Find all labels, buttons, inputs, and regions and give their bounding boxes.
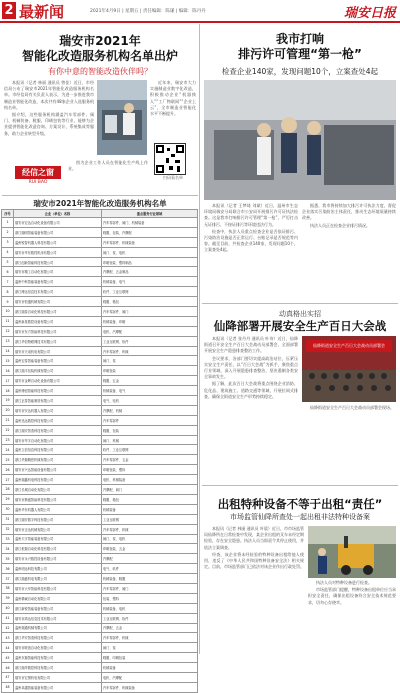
table-cell: 电机、汽摩配 <box>102 326 198 336</box>
table-cell: 46 <box>2 663 14 673</box>
table-cell: 瑞安市安达机器人有限公司 <box>14 405 102 415</box>
table-cell: 瑞安市金辉自动化设备有限公司 <box>14 376 102 386</box>
table-row <box>2 425 198 435</box>
table-cell: 温州卓越智能装备有限公司 <box>14 682 102 692</box>
article2-photo <box>204 80 396 200</box>
paragraph: 本报讯（记者 张丹丹 通讯员 叶诗）近日，仙降街道召开安全生产百日大会战动员部署会，全面部署开展安全生产隐患排查整治工作。 <box>204 336 298 354</box>
table-cell: 瑞安市恒通机械有限公司 <box>14 297 102 307</box>
article2-body-right <box>302 203 396 301</box>
table-cell: 机械装备 <box>102 504 198 514</box>
table-cell: 17 <box>2 376 14 386</box>
table-cell: 阀门、泵、电机 <box>102 247 198 257</box>
table-cell: 4 <box>2 247 14 257</box>
article4-title: 出租特种设备不等于出租“责任” <box>217 497 383 511</box>
article2-title: 我市打响 排污许可管理“第一枪” <box>238 32 362 61</box>
table-cell: 工业互联网、软件 <box>102 613 198 623</box>
table-cell: 23 <box>2 435 14 445</box>
table-cell: 29 <box>2 494 14 504</box>
table-cell: 38 <box>2 583 14 593</box>
article4-body-right <box>308 580 396 654</box>
table-cell: 8 <box>2 287 14 297</box>
table-cell: 浙江创新智能科技有限公司 <box>14 257 102 267</box>
table-cell: 汽摩配 <box>102 554 198 564</box>
table-cell: 电机、机械装备 <box>102 475 198 485</box>
table-cell: 电气、软件 <box>102 564 198 574</box>
table-cell: 14 <box>2 346 14 356</box>
paragraph: 检查中，执法人员重点检查企业是否依证排污、污染防治设施是否正常运行、台账记录是否规范等内容。截至目前，共检查企业140家，发现问题10个，立案查处4起。 <box>204 228 298 253</box>
qr-code[interactable] <box>154 143 186 175</box>
table-cell: 机械装备、电机 <box>102 603 198 613</box>
table-cell: 印刷包装、塑料制品 <box>102 257 198 267</box>
table-cell: 瑞安市正达机械有限公司 <box>14 524 102 534</box>
table-cell: 34 <box>2 544 14 554</box>
caption: 仙降街道安全生产百日大会战动员部署会现场。 <box>310 405 394 410</box>
table-cell: 33 <box>2 534 14 544</box>
table-cell: 27 <box>2 475 14 485</box>
table-row <box>2 366 198 376</box>
issue-meta: 2021年4月9日 | 星期五 | 责任编辑：陈谦 | 编辑：陈丹丹 <box>90 9 206 14</box>
table-row <box>2 396 198 406</box>
table-cell: 软件、工业互联网 <box>102 287 198 297</box>
table-cell: 温州立信信息科技有限公司 <box>14 445 102 455</box>
table-cell: 浙江华瑞精密机械有限公司 <box>14 455 102 465</box>
header-cell: 重点服务行业领域 <box>102 210 198 218</box>
caption: 执法人员正在检查企业排污情况。 <box>310 222 370 228</box>
table-cell: 26 <box>2 465 14 475</box>
header-cell: 序号 <box>2 210 14 218</box>
table-row <box>2 386 198 396</box>
table-cell: 22 <box>2 425 14 435</box>
table-cell: 机械装备、印刷 <box>102 316 198 326</box>
column-divider <box>199 24 200 654</box>
section-title: 最新闻 <box>19 3 65 21</box>
page-number: 2 <box>2 2 16 19</box>
table-row <box>2 455 198 465</box>
table-cell: 1 <box>2 218 14 228</box>
table-row <box>2 247 198 257</box>
table-cell: 温州瑞鑫机电科技有限公司 <box>14 475 102 485</box>
table-row <box>2 435 198 445</box>
table-row <box>2 485 198 495</box>
table-row <box>2 376 198 386</box>
caption: 执法人员对特种设备进行检查。 <box>316 580 372 585</box>
masthead <box>0 0 400 22</box>
table-cell: 温州明达科技有限公司 <box>14 564 102 574</box>
table-cell: 瑞安市宏达自动化设备有限公司 <box>14 218 102 228</box>
table-cell: 印刷包装、五金 <box>102 544 198 554</box>
table-cell: 温州新星数控设备有限公司 <box>14 316 102 326</box>
table-cell: 13 <box>2 336 14 346</box>
table-row <box>2 237 198 247</box>
table-cell: 汽车零部件、机械 <box>102 346 198 356</box>
article4-subtitle: 市场监管仙降所查处一起出租非法特种设备案 <box>230 513 370 521</box>
table-cell: 浙江瑞丰包装机械有限公司 <box>14 366 102 376</box>
table-cell: 30 <box>2 504 14 514</box>
qr-caption: 扫码看名单 <box>163 175 183 180</box>
newspaper-logo: 瑞安日报 <box>343 6 396 21</box>
article2-body-left <box>204 203 298 301</box>
table-row <box>2 643 198 653</box>
paragraph: 本报讯（记者 林丽 通讯员 叶晨）近日，市市场监管局仙降所在日常检查中发现，某企业出租的叉车未经定期检验，存在安全隐患。执法人员当即责令其停止使用，并依法立案调查。 <box>204 526 304 550</box>
table-cell: 15 <box>2 356 14 366</box>
article1-subtitle: 有你中意的智能改造伙伴吗？ <box>48 67 152 76</box>
table-cell: 浙江华信物联网技术有限公司 <box>14 336 102 346</box>
table-cell: 浙江瑞明智能装备有限公司 <box>14 227 102 237</box>
table-cell: 9 <box>2 297 14 307</box>
table-cell: 瑞安市永兴数控设备有限公司 <box>14 554 102 564</box>
table-cell: 浙江新锐智能装备有限公司 <box>14 603 102 613</box>
table-cell: 汽车零部件、五金 <box>102 455 198 465</box>
table-cell: 47 <box>2 672 14 682</box>
table-row <box>2 287 198 297</box>
table-cell: 印刷包装、塑料 <box>102 465 198 475</box>
table-row <box>2 316 198 326</box>
article1-body-right <box>150 80 196 140</box>
table-cell: 40 <box>2 603 14 613</box>
paragraph: 经查，该企业将未经检验的特种设备出租给他人使用，违反了《中华人民共和国特种设备安全法》相关规定。目前，市场监管部门已依法对该企业作出行政处罚。 <box>204 551 304 570</box>
table-cell: 汽车零部件、机械装备 <box>102 237 198 247</box>
table-row <box>2 554 198 564</box>
paragraph: 本报讯（记者 王梦琦 刘斌）近日，温州市生态环境局瑞安分局联合市公安局开展排污许可证执法检查。这是我市打响排污许可管理“第一枪”，严厉打击无证排污、不按证排污等环境违法行为。 <box>204 203 298 227</box>
paragraph: 本报讯（记者 林丽 通讯员 曾佳）近日，市经信局公布了瑞安市2021年智能化改造服务机构名单。市经信局有关负责人表示，为进一步推进我市制造业智能化改造，本次共有48家企业入选服务机构名单。 <box>4 80 94 110</box>
table-cell: 7 <box>2 277 14 287</box>
table-row <box>2 544 198 554</box>
table-cell: 35 <box>2 554 14 564</box>
divider <box>202 303 398 304</box>
table-cell: 温州天宇智能装备有限公司 <box>14 534 102 544</box>
table-cell: 43 <box>2 633 14 643</box>
table-row <box>2 415 198 425</box>
table-cell: 汽车零部件、机械装备 <box>102 682 198 692</box>
table-cell: 瑞安市兴达智能设备有限公司 <box>14 465 102 475</box>
table-cell: 阀门、泵 <box>102 356 198 366</box>
table-row <box>2 623 198 633</box>
table-cell: 汽摩配、机械 <box>102 405 198 415</box>
article1-title: 瑞安市2021年 智能化改造服务机构名单出炉 <box>21 34 178 63</box>
table-cell: 36 <box>2 564 14 574</box>
table-cell: 汽车零部件、阀门 <box>102 307 198 317</box>
table-cell: 汽车零部件、机械 <box>102 633 198 643</box>
table-row <box>2 633 198 643</box>
table-cell: 19 <box>2 396 14 406</box>
table-cell: 汽摩配、五金制品 <box>102 267 198 277</box>
table-cell: 浙江正泰智能制造有限公司 <box>14 396 102 406</box>
table-cell: 39 <box>2 593 14 603</box>
table-row <box>2 346 198 356</box>
table-row <box>2 593 198 603</box>
table-row <box>2 307 198 317</box>
table-row <box>2 227 198 237</box>
table-cell: 阀门、泵、电机 <box>102 534 198 544</box>
table-cell: 10 <box>2 307 14 317</box>
table-cell: 45 <box>2 653 14 663</box>
meeting-banner: 仙降街道安全生产百日大会战动员部署会 <box>313 343 385 348</box>
table-cell: 电气、电机 <box>102 396 198 406</box>
table-row <box>2 494 198 504</box>
table-cell: 瑞安市华宇自动化有限公司 <box>14 435 102 445</box>
header-cell: 企业（单位）名称 <box>14 210 102 218</box>
table-cell: 5 <box>2 257 14 267</box>
table-cell: 浙江瑞安智造科技有限公司 <box>14 425 102 435</box>
table-cell: 瑞安市宏图机电有限公司 <box>14 672 102 682</box>
table-cell: 温州东瑞智能科技有限公司 <box>14 653 102 663</box>
table-cell: 瑞安市华东数控机床有限公司 <box>14 247 102 257</box>
table-cell: 温州华东机器人有限公司 <box>14 504 102 514</box>
table-row <box>2 672 198 682</box>
table-cell: 6 <box>2 267 14 277</box>
table-row <box>2 267 198 277</box>
table-cell: 温州瑞通机械有限公司 <box>14 623 102 633</box>
table-cell: 印刷包装 <box>102 366 198 376</box>
table-cell: 18 <box>2 386 14 396</box>
table-cell: 瑞安市精工自动化有限公司 <box>14 267 102 277</box>
table-row <box>2 653 198 663</box>
table-cell: 机械装备、电气 <box>102 386 198 396</box>
table-cell: 机械装备、电气 <box>102 277 198 287</box>
table-cell: 44 <box>2 643 14 653</box>
table-cell: 阀门、泵 <box>102 643 198 653</box>
paragraph: 据介绍，这些服务机构涵盖汽车零部件、阀门、机械装备、鞋服、印刷包装等行业，能够为企业提供智能化改造咨询、方案设计、系统集成等服务，助力企业转型升级。 <box>4 112 94 136</box>
table-cell: 温州锐智机器人科技有限公司 <box>14 237 102 247</box>
table-cell: 汽车零部件、阀门、机械装备 <box>102 218 198 228</box>
table-cell: 包装、塑料 <box>102 593 198 603</box>
table-cell: 浙江瑞盛机电有限公司 <box>14 574 102 584</box>
divider <box>2 195 198 196</box>
table-cell: 20 <box>2 405 14 415</box>
table-row <box>2 277 198 287</box>
table-cell: 28 <box>2 485 14 495</box>
article3-photo <box>302 336 396 402</box>
table-cell: 浙江瑞华数控科技有限公司 <box>14 663 102 673</box>
table-cell: 浙江瑞泰自动化科技有限公司 <box>14 307 102 317</box>
table-cell: 37 <box>2 574 14 584</box>
table-cell: 温州精诚自动化有限公司 <box>14 593 102 603</box>
article2-subtitle: 检查企业140家，发现问题10个，立案查处4起 <box>221 67 379 76</box>
table-cell: 鞋服、包装、汽摩配 <box>102 227 198 237</box>
table-cell: 汽车零部件 <box>102 415 198 425</box>
table-row <box>2 564 198 574</box>
table-cell: 2 <box>2 227 14 237</box>
article1-photo <box>97 80 147 155</box>
article3-title: 仙降部署开展安全生产百日大会战 <box>213 319 387 333</box>
table-cell: 32 <box>2 524 14 534</box>
table-cell: 瑞安市联创自动化有限公司 <box>14 643 102 653</box>
table-cell: 鞋服、箱包 <box>102 494 198 504</box>
table-row <box>2 405 198 415</box>
paragraph: 市场监管部门提醒，特种设备出租单位应当承担安全责任，确保出租设备符合安全技术规范要求，切勿心存侥幸。 <box>308 587 396 605</box>
table-cell: 软件、工业互联网 <box>102 445 198 455</box>
table-row <box>2 445 198 455</box>
article3-body-right <box>302 405 396 471</box>
table-cell: 浙江瑞安数字科技有限公司 <box>14 514 102 524</box>
divider <box>202 485 398 486</box>
paragraph: 据了解，此次百日大会战将重点围绕企业消防、危化品、建筑施工、道路交通等领域，开展拉网式排查，确保全街道安全生产形势持续稳定。 <box>204 381 298 399</box>
table-cell: 电机、汽摩配 <box>102 672 198 682</box>
service-agency-table <box>1 209 198 693</box>
table-cell: 48 <box>2 682 14 692</box>
article3-kicker: 动真格出实招 <box>279 310 321 318</box>
table-row <box>2 297 198 307</box>
table-cell: 工业互联网、软件 <box>102 336 198 346</box>
table-row <box>2 356 198 366</box>
table-row <box>2 524 198 534</box>
table-row <box>2 682 198 692</box>
table-cell: 11 <box>2 316 14 326</box>
table-cell: 瑞安市天成机电有限公司 <box>14 346 102 356</box>
table-cell: 瑞安市鼎盛智能科技有限公司 <box>14 494 102 504</box>
table-cell: 汽摩配、阀门 <box>102 485 198 495</box>
table-cell: 3 <box>2 237 14 247</box>
table-cell: 汽摩配、五金 <box>102 623 198 633</box>
table-cell: 机械装备、鞋服 <box>102 574 198 584</box>
table-row <box>2 336 198 346</box>
table-cell: 鞋服、箱包 <box>102 297 198 307</box>
paragraph: 会议要求，各部门要切实提高政治站位，压紧压实安全生产责任，以“百日大会战”为抓手，聚焦重点行业领域，深入开展隐患排查整治，坚决遏制各类安全事故发生。 <box>204 355 298 380</box>
table-row <box>2 257 198 267</box>
table-cell: 温州宏泰智能装备有限公司 <box>14 356 102 366</box>
table-cell: 41 <box>2 613 14 623</box>
table-row <box>2 613 198 623</box>
column-tag: 经信之窗 <box>15 166 61 179</box>
table-row <box>2 504 198 514</box>
table-row <box>2 465 198 475</box>
table-cell: 温州中科智能装备有限公司 <box>14 277 102 287</box>
article3-body-left <box>204 336 298 471</box>
table-cell: 16 <box>2 366 14 376</box>
table-cell: 瑞安市东方智能科技有限公司 <box>14 326 102 336</box>
table-row <box>2 326 198 336</box>
table-cell: 25 <box>2 455 14 465</box>
table-cell: 浙江博达信息技术有限公司 <box>14 287 102 297</box>
table-cell: 阀门、机械 <box>102 435 198 445</box>
table-cell: 24 <box>2 445 14 455</box>
table-cell: 鞋服、五金 <box>102 376 198 386</box>
table-cell: 机械装备 <box>102 663 198 673</box>
article4-photo <box>308 526 396 578</box>
table-cell: 12 <box>2 326 14 336</box>
header-rule <box>0 21 400 23</box>
table-cell: 浙江长城自动化有限公司 <box>14 485 102 495</box>
table-cell: 鞋服、印刷包装 <box>102 653 198 663</box>
table-row <box>2 583 198 593</box>
table-row <box>2 534 198 544</box>
table-row <box>2 603 198 613</box>
table-row <box>2 574 198 584</box>
table-row <box>2 663 198 673</box>
table-header-row <box>2 210 198 218</box>
caption: 图为企业工作人员在智能化生产线上作业。 <box>68 160 148 172</box>
table-cell: 21 <box>2 415 14 425</box>
photo-caption-1 <box>68 160 148 192</box>
column-tag-sub: RUI BAO <box>28 180 48 185</box>
table-cell: 31 <box>2 514 14 524</box>
table-title: 瑞安市2021年智能化改造服务机构名单 <box>33 199 167 208</box>
table-cell: 工业互联网 <box>102 514 198 524</box>
table-cell: 汽车零部件、阀门 <box>102 583 198 593</box>
table-cell: 汽车零部件、机械 <box>102 524 198 534</box>
table-cell: 42 <box>2 623 14 633</box>
table-row <box>2 218 198 228</box>
article4-body-left <box>204 526 304 654</box>
table-cell: 温州迅达数控科技有限公司 <box>14 415 102 425</box>
table-cell: 鞋服、包装 <box>102 425 198 435</box>
table-cell: 浙江恒瑞自动化科技有限公司 <box>14 544 102 554</box>
paragraph: 近年来，瑞安市大力实施制造业数字化改造，积极推动企业“机器换人”“工厂物联网”“企业上云”，全市制造业智能化水平不断提升。 <box>150 80 196 117</box>
table-cell: 瑞安市鸿达信息技术有限公司 <box>14 613 102 623</box>
table-row <box>2 514 198 524</box>
table-cell: 浙江华安智造科技有限公司 <box>14 633 102 643</box>
paragraph: 据悉，我市将持续加大排污许可执法力度，督促企业落实污染防治主体责任，推动生态环境质量持续改善。 <box>302 203 396 221</box>
table-cell: 温州博创智能科技有限公司 <box>14 386 102 396</box>
article1-body-left <box>4 80 94 160</box>
table-row <box>2 475 198 485</box>
table-cell: 瑞安市大华智能科技有限公司 <box>14 583 102 593</box>
